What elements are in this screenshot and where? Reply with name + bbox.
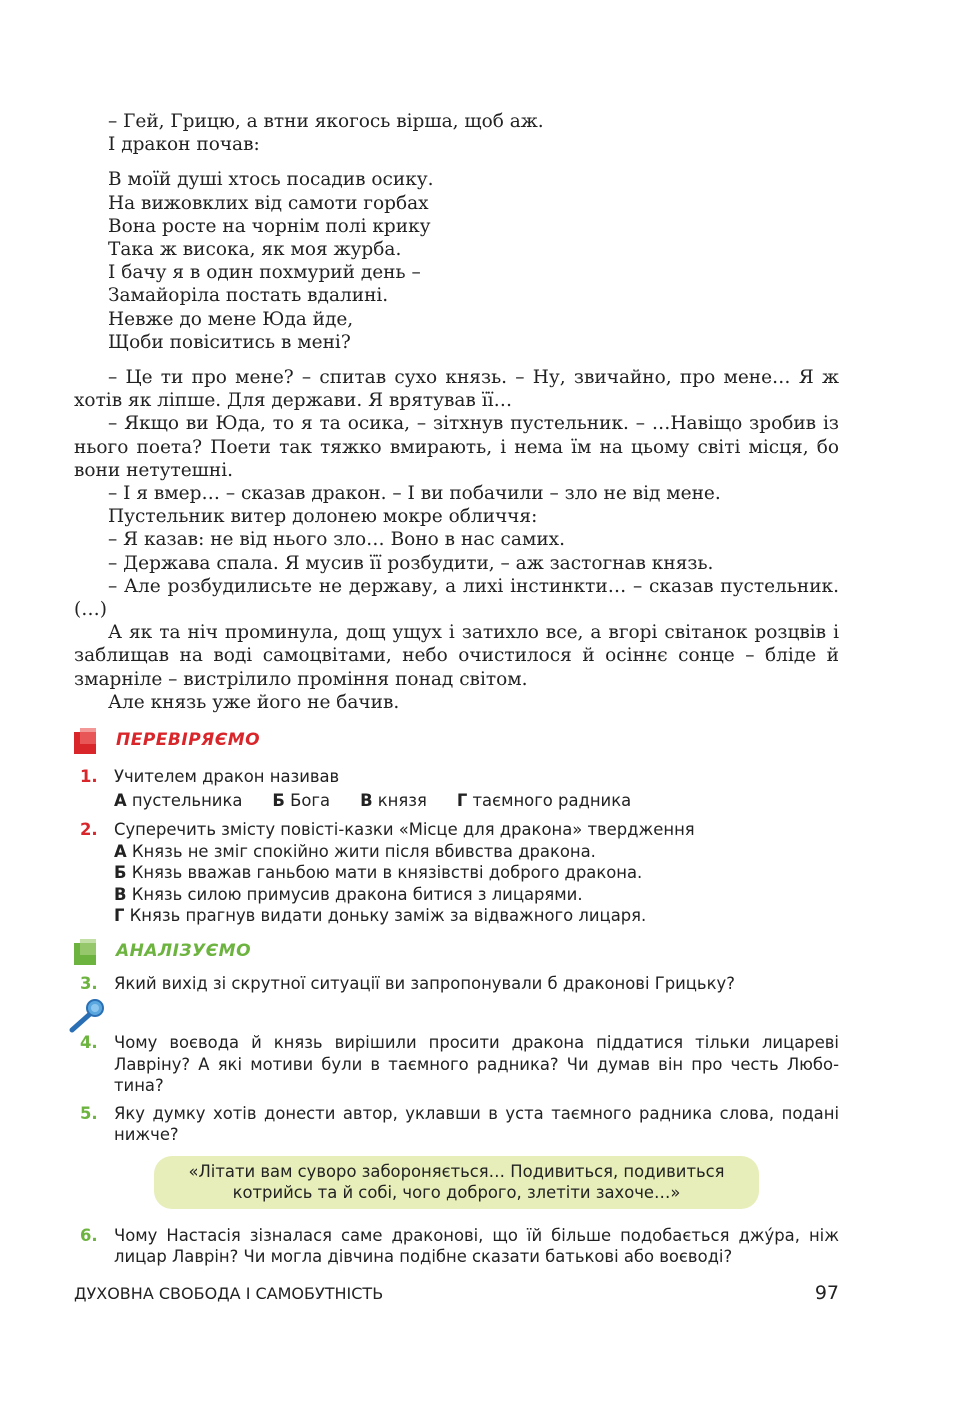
- poem-line: На вижовклих від самоти горбах: [108, 192, 429, 214]
- option: Б Бога: [272, 790, 331, 810]
- poem-line: І бачу я в один похмурий день –: [108, 262, 421, 284]
- page-content: [74, 110, 839, 1268]
- option: Г Князь прагнув видати доньку заміж за відважного лицаря.: [114, 906, 647, 926]
- text-line: – Гей, Грицю, а втни якогось вірша, щоб аж.: [108, 111, 544, 132]
- paragraph: – Держава спала. Я мусив її розбудити, – аж застогнав князь.: [108, 552, 714, 574]
- question: [74, 1103, 839, 1146]
- option: В Князь силою примусив дракона битися з лицарями.: [114, 884, 583, 904]
- page-footer: [74, 1284, 839, 1303]
- paragraph: – Це ти про мене? – спитав сухо князь. – Ну, звичайно, про мене… Я ж хотів як ліпше. Для держави. Я врятував її…: [74, 367, 839, 412]
- paragraph: – Я казав: не від нього зло… Воно в нас самих.: [108, 529, 565, 551]
- section-header-check: [74, 728, 839, 760]
- paragraph: – Якщо ви Юда, то я та осика, – зітхнув пустельник. – …Навіщо зробив із нього поета? Поети так тяжко вмирають, і нема їм на цьому світі місця, бо вони нетутешні.: [74, 413, 839, 481]
- question-number: 5.: [80, 1103, 98, 1123]
- question: [74, 1032, 839, 1097]
- question-number: 4.: [80, 1033, 98, 1053]
- options: [114, 790, 839, 812]
- paragraph: А як та ніч проминула, дощ ущух і затихло все, а вгорі світанок розцвів і заблищав на воді самоцвітами, небо очистилося й осіннє сонце – бліде й змарніле – вистрілило проміння понад світом.: [74, 622, 839, 690]
- question-text: Яку думку хотів донести автор, уклавши в уста таємного радника слова, подані нижче?: [114, 1103, 839, 1145]
- poem-line: Вона росте на чорнім полі крику: [108, 215, 431, 237]
- option: Б Князь вважав ганьбою мати в князівстві доброго дракона.: [114, 863, 643, 883]
- quote-box: «Літати вам суворо забороняється… Подивиться, подивиться котрийсь та й собі, чого доброго, злетіти захоче…»: [154, 1156, 759, 1209]
- section-header-analyze: [74, 939, 839, 971]
- question-number: 2.: [80, 820, 98, 840]
- question-text: Чому воєвода й князь вирішили просити дракона піддатися тільки лицареві Лавріну? А які мотиви були в таємного радника? Чи думав він про честь Люботина?: [114, 1033, 839, 1096]
- footer-title: ДУХОВНА СВОБОДА І САМОБУТНІСТЬ: [74, 1284, 384, 1303]
- paragraph: Пустельник витер долонею мокре обличчя:: [108, 506, 538, 528]
- option: В князя: [360, 790, 427, 810]
- poem-line: Така ж висока, як моя журба.: [108, 239, 402, 261]
- question-number: 3.: [80, 973, 98, 993]
- paragraph: Але князь уже його не бачив.: [108, 691, 400, 713]
- question: [74, 766, 839, 811]
- square-icon: [80, 939, 96, 955]
- question: [74, 819, 839, 927]
- poem: [108, 168, 839, 354]
- section-title: АНАЛІЗУЄМО: [116, 940, 252, 961]
- question-number: 1.: [80, 767, 98, 787]
- poem-line: В моїй душі хтось посадив осику.: [108, 169, 434, 191]
- microphone-icon: [68, 996, 839, 1032]
- option: А пустельника: [114, 790, 243, 810]
- poem-line: Щоби повіситись в мені?: [108, 331, 351, 353]
- paragraph: – І я вмер… – сказав дракон. – І ви побачили – зло не від мене.: [108, 483, 721, 505]
- question-number: 6.: [80, 1225, 98, 1245]
- poem-line: Невже до мене Юда йде,: [108, 308, 354, 330]
- option: А Князь не зміг спокійно жити після вбивства дракона.: [114, 841, 596, 861]
- question-text: Учителем дракон називав: [114, 767, 340, 787]
- question: [74, 973, 839, 995]
- page-number: 97: [814, 1282, 839, 1304]
- square-icon: [80, 728, 96, 744]
- question-text: Чому Настасія зізналася саме драконові, що їй більше подобається джýра, ніж лицар Лаврін? Чи могла дівчина подібне сказати батькові або воєводі?: [114, 1225, 839, 1267]
- paragraph: – Але розбудилисьте не державу, а лихі інстинкти… – сказав пустельник. (…): [74, 575, 839, 621]
- question-text: Який вихід зі скрутної ситуації ви запропонували б драконові Грицьку?: [114, 973, 735, 993]
- question: [74, 1225, 839, 1268]
- poem-line: Замайоріла постать вдалині.: [108, 285, 389, 307]
- option: Г таємного радника: [456, 790, 632, 810]
- question-text: Суперечить змісту повісті-казки «Місце для дракона» твердження: [114, 820, 695, 840]
- text-line: І дракон почав:: [108, 134, 260, 156]
- section-title: ПЕРЕВІРЯЄМО: [116, 730, 261, 751]
